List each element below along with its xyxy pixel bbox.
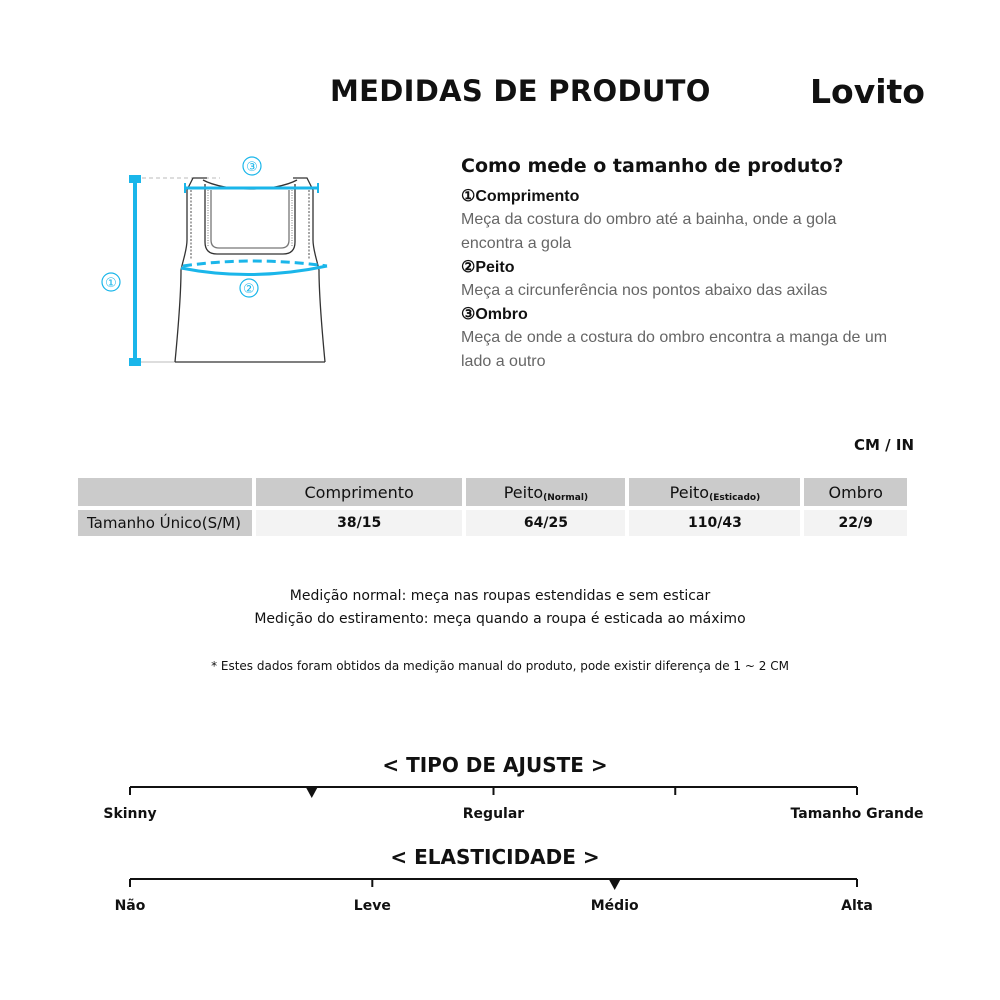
measurement-instructions (461, 155, 921, 374)
elasticity-scale-label: Leve (353, 898, 391, 914)
size-label-cell: Tamanho Único(S/M) (78, 510, 252, 536)
fit-scale-label: Skinny (103, 806, 157, 822)
marker-2-label: ② (243, 282, 255, 297)
chest-description: Meça a circunferência nos pontos abaixo das axilas (461, 282, 828, 299)
shoulder-measure (185, 157, 318, 193)
fit-scale-label: Regular (462, 806, 525, 822)
header-cell-shoulder: Ombro (804, 478, 907, 506)
marker-1-label: ① (105, 276, 117, 291)
size-table (74, 474, 911, 540)
disclaimer-note: * Estes dados foram obtidos da medição manual do produto, pode existir diferença de 1 ~ 2 CM (211, 659, 789, 673)
elasticity-scale-label: Médio (590, 898, 639, 914)
shoulder-value-cell: 22/9 (804, 510, 907, 536)
elasticity-scale (0, 872, 1000, 922)
header-cell-chest-normal: Peito$_{(Normal)}$ (466, 478, 625, 506)
length-value-cell: 38/15 (256, 510, 462, 536)
stretch-measurement-note: Medição do estiramento: meça quando a roupa é esticada ao máximo (254, 611, 746, 627)
length-title: ①Comprimento (461, 188, 580, 205)
elasticity-scale-marker-icon (609, 879, 621, 890)
chest-normal-value-cell: 64/25 (466, 510, 625, 536)
garment-diagram (95, 150, 345, 380)
length-measure (102, 175, 141, 366)
table-header-row (78, 478, 907, 506)
elasticity-scale-label: Não (114, 898, 146, 914)
marker-3-label: ③ (246, 160, 258, 175)
elasticity-scale-label: Alta (841, 898, 873, 914)
page-title: MEDIDAS DE PRODUTO (330, 74, 711, 108)
fit-type-title: < TIPO DE AJUSTE > (382, 753, 608, 777)
fit-type-scale (0, 780, 1000, 830)
chest-title: ②Peito (461, 259, 515, 276)
header-cell-chest-stretched: Peito$_{(Esticado)}$ (629, 478, 800, 506)
instructions-question: Como mede o tamanho de produto? (461, 155, 844, 177)
header-cell-empty (78, 478, 252, 506)
fit-scale-label: Tamanho Grande (790, 806, 924, 822)
shoulder-description: Meça de onde a costura do ombro encontra a manga de um lado a outro (461, 329, 888, 370)
chest-measure (181, 261, 327, 297)
brand-logo: Lovito (810, 72, 925, 111)
table-row (78, 510, 907, 536)
unit-label: CM / IN (854, 436, 914, 454)
header-cell-length: Comprimento (256, 478, 462, 506)
shoulder-title: ③Ombro (461, 306, 528, 323)
chest-stretched-value-cell: 110/43 (629, 510, 800, 536)
fit-scale-marker-icon (306, 787, 318, 798)
normal-measurement-note: Medição normal: meça nas roupas estendidas e sem esticar (289, 588, 711, 604)
length-description: Meça da costura do ombro até a bainha, onde a gola encontra a gola (461, 211, 837, 252)
elasticity-title: < ELASTICIDADE > (390, 845, 600, 869)
